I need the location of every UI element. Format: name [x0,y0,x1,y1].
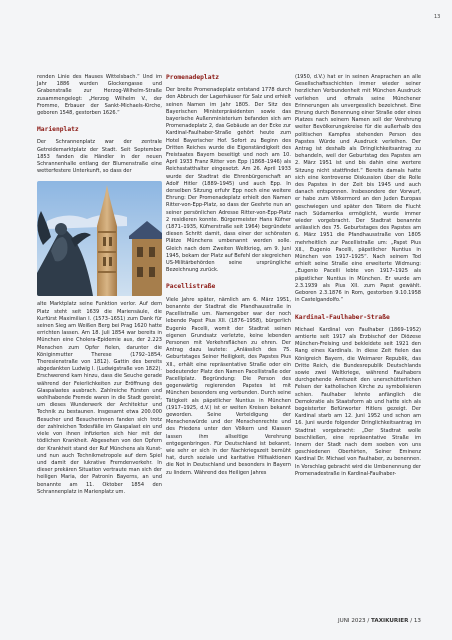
section-heading-marienplatz: Marienplatz [37,126,79,134]
paragraph: Viele Jahre später, nämlich am 6. März 1951, benannte der Stadtrat die Pfandhausstraße in Pacellistraße um. Namengeber war der noch lebende Papst Pius XII. (1876–1958), bürgerlich Eugenio Pacelli, womit der Stadtrat seinen eigenen Grundsatz verletzte, keine lebenden Personen mit Verkehrsflächen zu ehren. Der Antrag dazu lautete: „Anlässlich des 75. Geburtstages Seiner Heiligkeit, des Papstes Pius XII., erhält eine repräsentative Straße oder ein bedeutender Platz den Namen Pacellistraße oder Pacelliplatz. Begründung: Die Person des gegenwärtig regierenden Papstes ist mit München besonders eng verbunden. Durch seine Tätigkeit als päpstlicher Nuntius in München (1917–1925, d.V.) ist er weiten Kreisen bekannt geworden. Seine Verteidigung der Menschenwürde und der Menschenrechte und des Friedens unter den Völkern und Klassen lassen ihm allseitige Verehrung entgegenbringen. Für Deutschland ist bekannt, wie sehr er sich in der Nachkriegszeit bemüht hat, durch soziale und karitative Hilfsaktionen die Not in Deutschland und besonders in Bayern zu lindern. Während des Heiligen Jahres [166,296,291,476]
section-heading-kardinal-faulhaber-strasse: Kardinal-Faulhaber-Straße [295,313,390,321]
section-heading-pacellistrasse: Pacellistraße [166,283,216,291]
paragraph: Der Schrannenplatz war der zentrale Getreidemarktplatz der Stadt. Seit September 1853 fanden die Händler in der neuen Schrannenhalle entlang der Blumenstraße eine wetterfestere Unterkunft, so dass der [37,139,162,175]
section-heading-promenadeplatz: Promenadeplatz [166,74,220,81]
page-footer [0,618,421,624]
paragraph: (1950, d.V.) hat er in seinen Ansprachen an alle Gesellschaftsschichten immer wieder seiner herzlichen Verbundenheit mit München Ausdruck verliehen und oftmals seine Münchener Erinnerungen als unvergesslich bezeichnet. Eine Ehrung durch Benennung einer Straße oder eines Platzes nach seinem Namen soll der Verehrung weiter Bevölkerungskreise für die außerhalb des politischen Kampfes stehenden Person des Papstes Würde und Ausdruck verleihen. Der Antrag ist deshalb als Dringlichkeitsantrag zu behandeln, weil der Geburtstag des Papstes am 2. März 1951 ist und bis dahin eine wertere Sitzung nicht stattfindet.“ Bereits damals hatte sich eine kontroverse Diskussion über die Rolle des Papstes in der Zeit bis 1945 und auch danach entsponnen. Insbesondere der Vorwurf, er habe zum Völkermord an den Juden Europas geschwiegen und später den Tätern die Flucht nach Südamerika ermöglicht, wurde immer wieder vorgebracht. Der Stadtrat benannte anlässlich des 75. Geburtstages des Papstes am 6. März 1951 die Pfandhausstraße von 1805 mehrheitlich zur Pacellistraße um: „Papst Pius XII., Eugenio Pacelli, päpstlicher Nuntius in München von 1917–1925“. Nach seinem Tod erhielt seine Straße eine erweiterte Widmung: „Eugenio Pacelli lebte von 1917–1925 als päpstlicher Nuntius in München. Er wurde am 2.3.1939 als Pius XII. zum Papst gewählt. Geboren 2.3.1876 in Rom, gestorben 9.10.1958 in Castelgandolfo.“ [295,74,421,304]
page-marker: 13 [434,14,441,20]
footer-issue: JUNI 2023 [337,618,366,624]
paragraph: alte Marktplatz seine Funktion verlor. Auf dem Platz steht seit 1639 die Mariensäule, die Kurfürst Maximilian I. (1573–1651) zum Dank für seinen Sieg am Weißen Berg bei Prag 1620 hatte errichten lassen. Am 18. Juli 1854 war bereits in München eine Cholera-Epidemie aus, der 2.223 Menschen zum Opfer fielen, darunter die Königinmutter Therese (1792–1854, Theresienstraße von 1812). Gattin des bereits abgedankten Ludwig I. (Ludwigstraße von 1822). Erschwerend kam hinzu, dass die Seuche gerade während der Feierlichkeiten zur Eröffnung des Glaspalastes ausbrach. Zahlreiche Fürsten und wohlhabende Fremde waren in die Stadt gereist, um dieses Wunderwerk der Architektur und Technik zu bestaunen. Insgesamt etwa 200.000 Besucher und Besucherinnen fanden sich trotz der zahlreichen Todesfälle im Glaspalast ein und viele von ihnen infizierten sich hier mit der tödlichen Krankheit. Abgesehen von den Opfern der Krankheit stand der Ruf Münchens als Kunst- und nun auch Technikmetropole auf dem Spiel und damit der lukrative Fremdenverkehr. In dieser prekären Situation vertraute man sich der heiligen Maria, der Patronin Bayerns, an und benannte am 11. Oktober 1854 den Schrannenplatz in Marienplatz um. [37,301,162,495]
mariensaeule-photo [37,181,162,296]
footer-separator: / [367,618,372,624]
paragraph: Der breite Promenadeplatz entstand 1778 durch den Abbruch der Lagerhäuser für Salz und erhielt seinen Namen im Jahr 1805. Der Sitz des Bayerischen Ministerpräsidenten sowie das bayerische Außenministerium befanden sich am Promenadeplatz 2, das Gebäude an der Ecke zur Kardinal-Faulhaber-Straße gehört heute zum Hotel Bayerischer Hof. Sofort zu Beginn des Dritten Reiches wurde die Eigenständigkeit des Freistaates Bayern beseitigt und noch am 10. April 1933 Franz Ritter von Epp (1868–1946) als Reichsstatthalter eingesetzt. Am 26. April 1933 wurde der Stadtrat die Ehrenbürgerschaft an Adolf Hitler (1889–1945) und auch Epp. In derselben Sitzung erfuhr Epp noch eine weitere Ehrung: Der Promenadeplatz erhielt den Namen Ritter-von-Epp-Platz, so dass der Geehrte nun an seiner persönlichen Adresse Ritter-von-Epp-Platz 2 residieren konnte. Bürgermeister Hans Küfner (1871–1935, Küfnerstraße seit 1964) begründete diesen Schritt damit, dass einer der schönsten Plätze Münchens umbenannt werden solle. Gleich nach dem Zweiten Weltkrieg, am 9. Juni 1945, bekam der Platz auf Befehl der siegreichen US-Militärbehörden seine ursprüngliche Bezeichnung zurück. [166,87,291,274]
footer-page-number: 13 [413,618,421,624]
column-right [295,74,421,478]
statue-photo-image [37,181,162,296]
paragraph: Michael Kardinal von Faulhaber (1869–1952) amtierte seit 1917 als Erzbischof der Diözese München-Freising und bekleidete seit 1921 den Rang eines Kardinals. In diese Zeit fielen das Königreich Bayern, die Weimarer Republik, das Dritte Reich, die Bundesrepublik Deutschlands sowie zwei Weltkriege, während Faulhabers durchgehende Amtszeit den unerschütterlichen Felsen der katholischen Kirche zu symbolisieren schien. Faulhaber lehnte anfänglich die Demokratie als Staatsform ab und hatte sich als begeisterter Befürworter Hitlers gezeigt. Der Kardinal starb am 12. Juni 1952 und schon am 16. Juni wurde folgender Dringlichkeitsantrag im Stadtrat vorgebracht: „Der Stadtrat wolle beschließen, eine repräsentative Straße im Innern der Stadt nach dem soeben von uns geschiedenen Oberhirten, Seiner Eminenz Kardinal Dr. Michael von Faulhaber, zu benennen. In Vorschlag gebracht wird die Umbenennung der Promenadestraße in Kardinal-Faulhaber- [295,326,421,477]
column-left [37,74,162,496]
paragraph: renden Linie des Hauses Wittelsbach.“ Und im Jahr 1886 wurden Glockengasse und Grabenstraße zur Herzog-Wilhelm-Straße zusammengelegt: „Herzog Wilhelm V., der Fromme, Erbauer der Sankt-Michaels-Kirche, geboren 1548, gestorben 1626.“ [37,74,162,117]
footer-separator: / [410,618,414,624]
footer-magazine: TAXIKURIER [371,618,409,624]
column-middle [166,74,291,477]
